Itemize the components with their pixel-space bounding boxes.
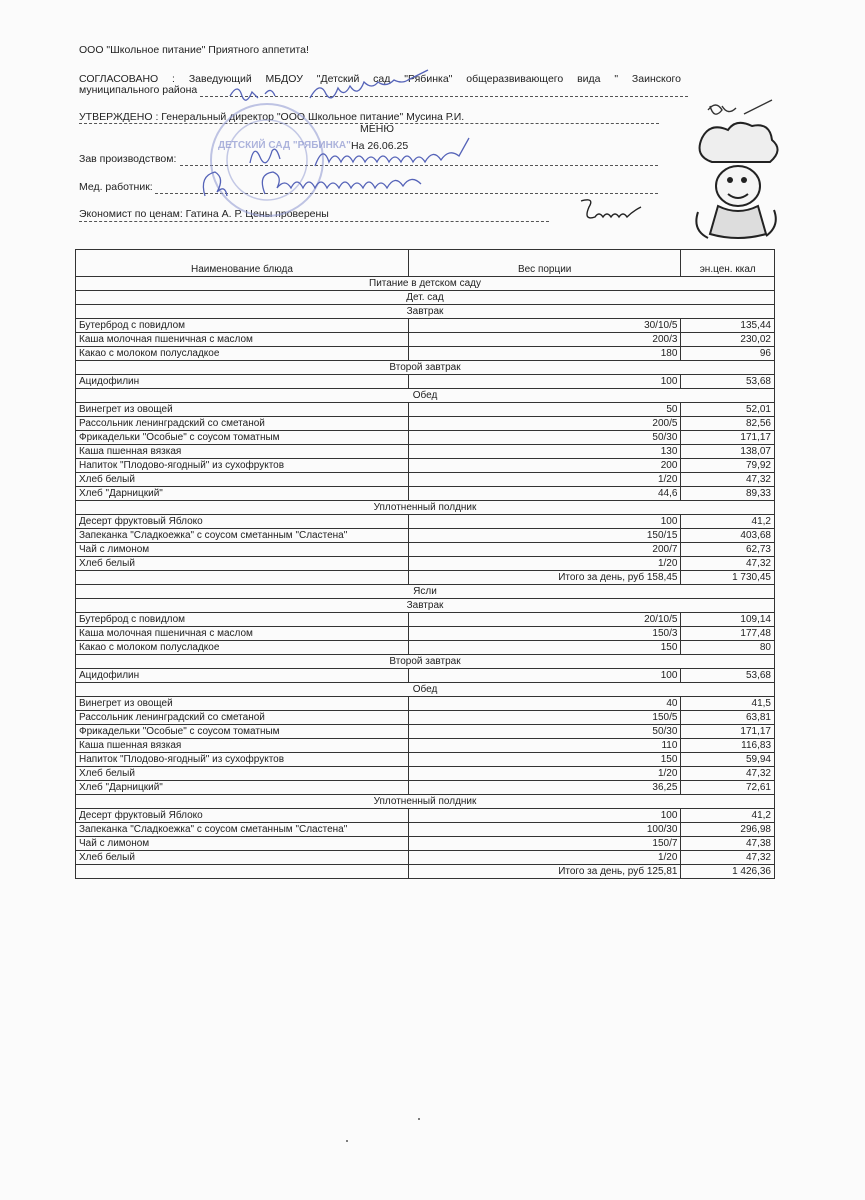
- scan-speck: [418, 1118, 420, 1120]
- section-row: [76, 795, 775, 809]
- section-title: Питание в детском саду: [76, 277, 775, 291]
- energy-kcal: 296,98: [681, 823, 775, 837]
- portion-weight: 100/30: [408, 823, 681, 837]
- dish-name: Десерт фруктовый Яблоко: [76, 809, 409, 823]
- energy-kcal: 47,38: [681, 837, 775, 851]
- energy-kcal: 59,94: [681, 753, 775, 767]
- energy-kcal: 52,01: [681, 403, 775, 417]
- dish-name: Каша пшенная вязкая: [76, 739, 409, 753]
- table-row: [76, 417, 775, 431]
- col-header-kcal: эн.цен. ккал: [681, 250, 775, 277]
- table-row: [76, 403, 775, 417]
- energy-kcal: 116,83: [681, 739, 775, 753]
- table-row: [76, 487, 775, 501]
- portion-weight: 180: [408, 347, 681, 361]
- energy-kcal: 1 426,36: [681, 865, 775, 879]
- dish-name: Чай с лимоном: [76, 837, 409, 851]
- portion-weight: 150: [408, 641, 681, 655]
- portion-weight: 150/15: [408, 529, 681, 543]
- energy-kcal: 47,32: [681, 851, 775, 865]
- energy-kcal: 177,48: [681, 627, 775, 641]
- table-row: [76, 333, 775, 347]
- table-header-row: [76, 250, 775, 277]
- table-row: [76, 725, 775, 739]
- energy-kcal: 62,73: [681, 543, 775, 557]
- table-row: [76, 837, 775, 851]
- dish-name: Чай с лимоном: [76, 543, 409, 557]
- section-row: [76, 291, 775, 305]
- portion-weight: 50: [408, 403, 681, 417]
- dish-name: Хлеб "Дарницкий": [76, 487, 409, 501]
- dish-name: Запеканка "Сладкоежка" с соусом сметанным "Сластена": [76, 529, 409, 543]
- dish-name: Какао с молоком полусладкое: [76, 641, 409, 655]
- col-header-name: Наименование блюда: [76, 250, 409, 277]
- dish-name: Каша молочная пшеничная с маслом: [76, 333, 409, 347]
- energy-kcal: 171,17: [681, 725, 775, 739]
- section-title: Дет. сад: [76, 291, 775, 305]
- energy-kcal: 47,32: [681, 767, 775, 781]
- section-title: Обед: [76, 683, 775, 697]
- portion-weight: 150/5: [408, 711, 681, 725]
- dish-name: [76, 571, 409, 585]
- energy-kcal: 171,17: [681, 431, 775, 445]
- table-row: [76, 431, 775, 445]
- table-row: [76, 781, 775, 795]
- table-row: [76, 739, 775, 753]
- section-title: Уплотненный полдник: [76, 795, 775, 809]
- section-title: Завтрак: [76, 305, 775, 319]
- dish-name: Фрикадельки "Особые" с соусом томатным: [76, 725, 409, 739]
- dish-name: Рассольник ленинградский со сметаной: [76, 711, 409, 725]
- table-row: [76, 851, 775, 865]
- section-row: [76, 305, 775, 319]
- section-title: Обед: [76, 389, 775, 403]
- portion-weight: 50/30: [408, 725, 681, 739]
- portion-weight: 1/20: [408, 851, 681, 865]
- total-row: [76, 571, 775, 585]
- portion-weight: 30/10/5: [408, 319, 681, 333]
- section-row: [76, 585, 775, 599]
- dish-name: Запеканка "Сладкоежка" с соусом сметанным "Сластена": [76, 823, 409, 837]
- table-row: [76, 767, 775, 781]
- energy-kcal: 53,68: [681, 375, 775, 389]
- menu-title: МЕНЮ: [360, 123, 394, 135]
- dish-name: Напиток "Плодово-ягодный" из сухофруктов: [76, 753, 409, 767]
- dish-name: Ацидофилин: [76, 375, 409, 389]
- table-row: [76, 557, 775, 571]
- section-row: [76, 277, 775, 291]
- portion-weight: 1/20: [408, 473, 681, 487]
- dish-name: Рассольник ленинградский со сметаной: [76, 417, 409, 431]
- portion-weight: 1/20: [408, 767, 681, 781]
- menu-table: [75, 249, 775, 879]
- portion-weight: 36,25: [408, 781, 681, 795]
- energy-kcal: 403,68: [681, 529, 775, 543]
- menu-date: На 26.06.25: [351, 140, 409, 152]
- dish-name: [76, 865, 409, 879]
- table-row: [76, 753, 775, 767]
- portion-weight: 1/20: [408, 557, 681, 571]
- dish-name: Хлеб "Дарницкий": [76, 781, 409, 795]
- portion-weight: 130: [408, 445, 681, 459]
- table-row: [76, 641, 775, 655]
- agreed-line-1: СОГЛАСОВАНО : Заведующий МБДОУ "Детский сад "Рябинка" общеразвивающего вида " Заинского: [79, 73, 681, 85]
- energy-kcal: 79,92: [681, 459, 775, 473]
- portion-weight: 40: [408, 697, 681, 711]
- stamp-text: ДЕТСКИЙ САД "РЯБИНКА": [218, 140, 351, 151]
- energy-kcal: 89,33: [681, 487, 775, 501]
- table-row: [76, 543, 775, 557]
- table-row: [76, 515, 775, 529]
- energy-kcal: 1 730,45: [681, 571, 775, 585]
- table-row: [76, 473, 775, 487]
- energy-kcal: 41,2: [681, 809, 775, 823]
- production-head-label: Зав производством:: [79, 153, 177, 165]
- dish-name: Ацидофилин: [76, 669, 409, 683]
- section-row: [76, 655, 775, 669]
- section-title: Второй завтрак: [76, 655, 775, 669]
- portion-weight: Итого за день, руб 125,81: [408, 865, 681, 879]
- table-row: [76, 823, 775, 837]
- energy-kcal: 41,5: [681, 697, 775, 711]
- table-row: [76, 319, 775, 333]
- energy-kcal: 72,61: [681, 781, 775, 795]
- portion-weight: Итого за день, руб 158,45: [408, 571, 681, 585]
- col-header-weight: Вес порции: [408, 250, 681, 277]
- approved-line: УТВЕРЖДЕНО : Генеральный директор "ООО Школьное питание" Мусина Р.И.: [79, 111, 465, 123]
- table-row: [76, 627, 775, 641]
- section-title: Уплотненный полдник: [76, 501, 775, 515]
- section-row: [76, 683, 775, 697]
- dish-name: Хлеб белый: [76, 851, 409, 865]
- menu-table-body: [76, 250, 775, 879]
- portion-weight: 100: [408, 809, 681, 823]
- dish-name: Винегрет из овощей: [76, 697, 409, 711]
- dish-name: Десерт фруктовый Яблоко: [76, 515, 409, 529]
- scan-speck: [346, 1140, 348, 1142]
- dish-name: Какао с молоком полусладкое: [76, 347, 409, 361]
- section-title: Ясли: [76, 585, 775, 599]
- energy-kcal: 109,14: [681, 613, 775, 627]
- total-row: [76, 865, 775, 879]
- dish-name: Винегрет из овощей: [76, 403, 409, 417]
- portion-weight: 44,6: [408, 487, 681, 501]
- portion-weight: 50/30: [408, 431, 681, 445]
- dish-name: Бутерброд с повидлом: [76, 613, 409, 627]
- energy-kcal: 80: [681, 641, 775, 655]
- section-title: Второй завтрак: [76, 361, 775, 375]
- signature-economist: [575, 195, 655, 223]
- dish-name: Каша пшенная вязкая: [76, 445, 409, 459]
- table-row: [76, 809, 775, 823]
- company-title: ООО "Школьное питание" Приятного аппетита!: [79, 44, 309, 56]
- dish-name: Напиток "Плодово-ягодный" из сухофруктов: [76, 459, 409, 473]
- table-row: [76, 669, 775, 683]
- dish-name: Хлеб белый: [76, 767, 409, 781]
- section-row: [76, 599, 775, 613]
- agreed-line-2: муниципального района: [79, 84, 198, 96]
- energy-kcal: 82,56: [681, 417, 775, 431]
- energy-kcal: 41,2: [681, 515, 775, 529]
- energy-kcal: 47,32: [681, 473, 775, 487]
- energy-kcal: 53,68: [681, 669, 775, 683]
- dish-name: Бутерброд с повидлом: [76, 319, 409, 333]
- portion-weight: 200: [408, 459, 681, 473]
- energy-kcal: 230,02: [681, 333, 775, 347]
- table-row: [76, 459, 775, 473]
- dish-name: Каша молочная пшеничная с маслом: [76, 627, 409, 641]
- signature-med-worker: [195, 164, 505, 204]
- signature-agreed: [225, 78, 475, 106]
- chef-logo: [688, 122, 784, 242]
- portion-weight: 100: [408, 375, 681, 389]
- section-title: Завтрак: [76, 599, 775, 613]
- dish-name: Фрикадельки "Особые" с соусом томатным: [76, 431, 409, 445]
- portion-weight: 100: [408, 669, 681, 683]
- portion-weight: 200/7: [408, 543, 681, 557]
- med-worker-label: Мед. работник:: [79, 181, 153, 193]
- table-row: [76, 445, 775, 459]
- table-row: [76, 613, 775, 627]
- economist-underline: [79, 221, 549, 222]
- portion-weight: 150/3: [408, 627, 681, 641]
- portion-weight: 150: [408, 753, 681, 767]
- table-row: [76, 529, 775, 543]
- energy-kcal: 138,07: [681, 445, 775, 459]
- dish-name: Хлеб белый: [76, 557, 409, 571]
- energy-kcal: 96: [681, 347, 775, 361]
- energy-kcal: 63,81: [681, 711, 775, 725]
- energy-kcal: 47,32: [681, 557, 775, 571]
- section-row: [76, 389, 775, 403]
- table-row: [76, 347, 775, 361]
- section-row: [76, 501, 775, 515]
- table-row: [76, 711, 775, 725]
- portion-weight: 110: [408, 739, 681, 753]
- section-row: [76, 361, 775, 375]
- energy-kcal: 135,44: [681, 319, 775, 333]
- table-row: [76, 697, 775, 711]
- dish-name: Хлеб белый: [76, 473, 409, 487]
- portion-weight: 150/7: [408, 837, 681, 851]
- portion-weight: 200/5: [408, 417, 681, 431]
- economist-line: Экономист по ценам: Гатина А. Р. Цены проверены: [79, 208, 329, 220]
- portion-weight: 200/3: [408, 333, 681, 347]
- portion-weight: 100: [408, 515, 681, 529]
- table-row: [76, 375, 775, 389]
- portion-weight: 20/10/5: [408, 613, 681, 627]
